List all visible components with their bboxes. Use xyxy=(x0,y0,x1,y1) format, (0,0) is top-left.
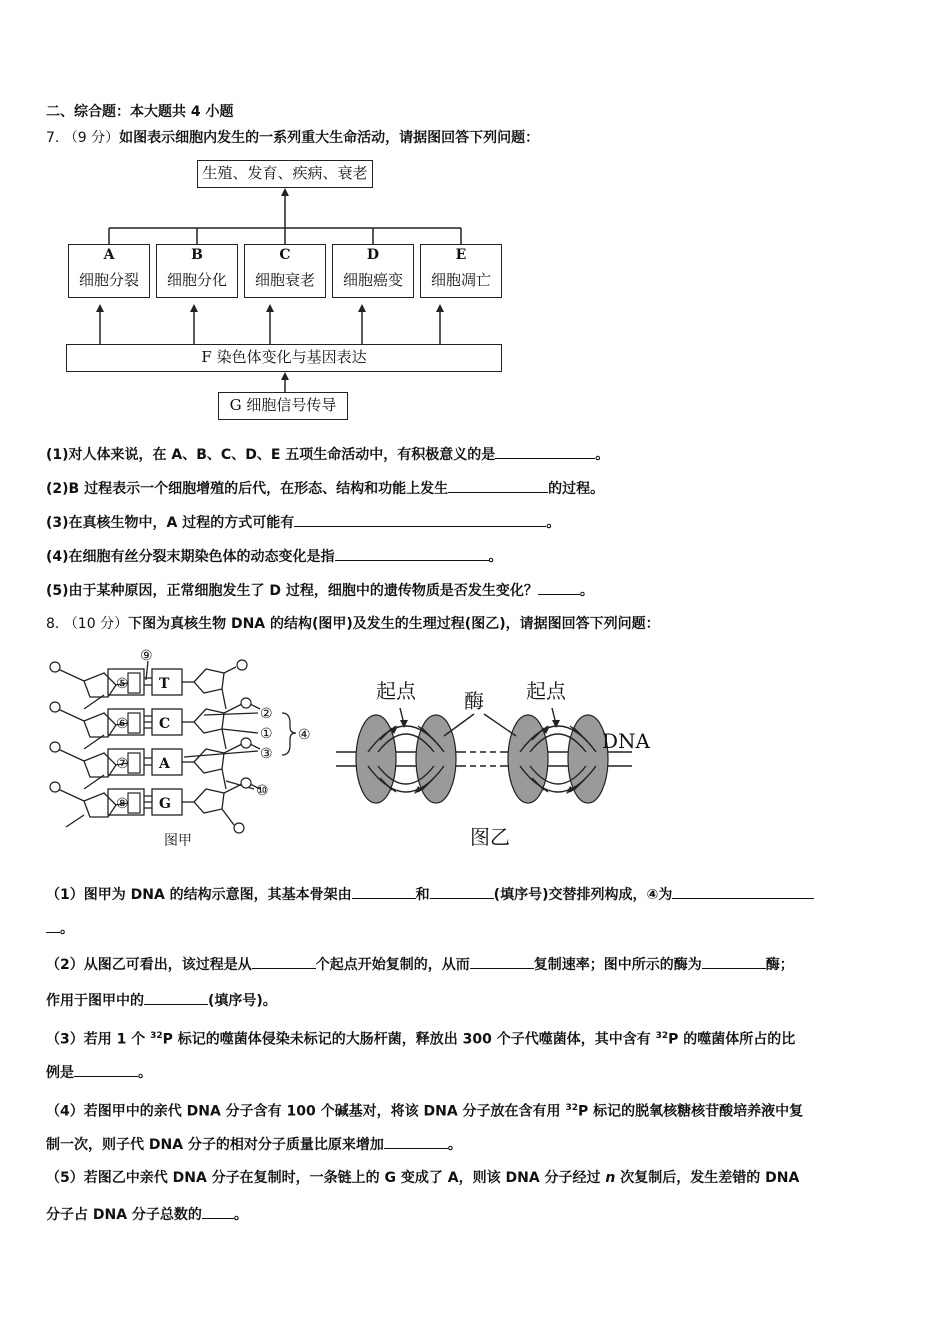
fig1-base-t: T xyxy=(159,676,170,692)
q7-number: 7. xyxy=(46,130,60,146)
q8-sub5-n: n xyxy=(605,1170,616,1186)
fig1-base-g: G xyxy=(159,796,171,812)
q7-box-e-name: 细胞凋亡 xyxy=(430,271,491,289)
q8-sub1-d: 。 xyxy=(60,921,74,937)
q8-sub2-line2 xyxy=(46,990,277,1011)
fig1-num-5: ⑤ xyxy=(116,676,129,692)
q8-sub5-line2 xyxy=(46,1204,248,1225)
q7-box-a xyxy=(68,244,150,298)
q8-sub5-d: 。 xyxy=(233,1207,248,1223)
q8-sub5-line1 xyxy=(46,1168,799,1188)
q8-sub2-blank2[interactable] xyxy=(470,954,534,969)
q8-sub3-blank[interactable] xyxy=(74,1062,138,1077)
q8-sub4-b: P 标记的脱氧核糖核苷酸培养液中复 xyxy=(577,1103,804,1120)
q8-sub3-line1 xyxy=(46,1026,795,1050)
q8-sub3-sup1: 32 xyxy=(150,1031,163,1041)
fig1-label-10: ⑩ xyxy=(256,783,269,799)
q8-sub4-sup: 32 xyxy=(565,1103,578,1113)
q8-sub2-a: （2）从图乙可看出，该过程是从 xyxy=(46,957,252,973)
q8-sub2-d: 酶； xyxy=(765,957,794,973)
q8-sub3-a: （3）若用 1 个 xyxy=(46,1031,151,1048)
q7-sub2-text: (2)B 过程表示一个细胞增殖的后代，在形态、结构和功能上发生 xyxy=(46,481,449,497)
q8-sub3-c: P 的噬菌体所占的比 xyxy=(668,1031,796,1048)
q8-sub1-c: (填序号)交替排列构成，④为 xyxy=(493,887,673,903)
q8-sub4-d: 。 xyxy=(447,1137,462,1153)
q8-sub1-line1 xyxy=(46,884,814,905)
q7-sub4-blank[interactable] xyxy=(335,546,489,561)
q8-sub2-blank3[interactable] xyxy=(702,954,766,969)
q8-sub3-sup2: 32 xyxy=(655,1031,669,1041)
q7-sub4 xyxy=(46,546,503,567)
q8-sub2-c: 复制速率；图中所示的酶为 xyxy=(533,957,702,973)
q7-score: （9 分） xyxy=(63,130,120,146)
q8-sub2-b: 个起点开始复制的，从而 xyxy=(315,957,470,973)
fig1-caption: 图甲 xyxy=(164,833,192,849)
q7-box-c xyxy=(244,244,326,298)
fig1-base-c: C xyxy=(159,716,171,732)
q7-sub1-blank[interactable] xyxy=(495,444,595,459)
q7-sub1-text: (1)对人体来说，在 A、B、C、D、E 五项生命活动中，有积极意义的是 xyxy=(46,447,496,463)
q8-sub4-line2 xyxy=(46,1134,462,1155)
q8-sub3-b: P 标记的噬菌体侵染未标记的大肠杆菌，释放出 300 个子代噬菌体，其中含有 xyxy=(162,1031,656,1048)
q8-sub5-c: 分子占 DNA 分子总数的 xyxy=(46,1207,202,1223)
q8-sub3-line2 xyxy=(46,1062,152,1083)
q8-sub4-a: （4）若图甲中的亲代 DNA 分子含有 100 个碱基对，将该 DNA 分子放在含有用 xyxy=(46,1103,566,1120)
q8-sub1-a: （1）图甲为 DNA 的结构示意图，其基本骨架由 xyxy=(46,887,352,903)
q8-sub1-blank2[interactable] xyxy=(430,884,494,899)
fig2-caption: 图乙 xyxy=(470,825,510,849)
q7-g-box: G 细胞信号传导 xyxy=(218,392,348,420)
fig2-origin-left: 起点 xyxy=(376,679,416,703)
q7-box-e-letter: E xyxy=(455,247,467,263)
q8-sub1-blank3-cont[interactable] xyxy=(46,918,60,933)
q7-sub3-text: (3)在真核生物中，A 过程的方式可能有 xyxy=(46,515,295,531)
q7-sub3-post: 。 xyxy=(546,515,561,531)
fig2-origin-right: 起点 xyxy=(526,679,566,703)
q7-box-b xyxy=(156,244,238,298)
fig2-dna: DNA xyxy=(602,729,650,753)
q7-f-box: F 染色体变化与基因表达 xyxy=(66,344,502,372)
q8-sub5-a: （5）若图乙中亲代 DNA 分子在复制时，一条链上的 G 变成了 A，则该 DNA 分子经过 xyxy=(46,1170,606,1186)
q8-stem xyxy=(46,614,660,634)
q7-box-c-name: 细胞衰老 xyxy=(254,271,315,289)
q8-sub2-e: 作用于图甲中的 xyxy=(46,993,144,1009)
q7-sub5-post: 。 xyxy=(579,583,594,599)
fig2-enzyme: 酶 xyxy=(464,689,484,713)
q8-sub2-blank4[interactable] xyxy=(144,990,208,1005)
q8-score: （10 分） xyxy=(63,616,129,632)
q8-stem-text: 下图为真核生物 DNA 的结构(图甲)及发生的生理过程(图乙)，请据图回答下列问题： xyxy=(128,616,660,632)
q7-box-c-letter: C xyxy=(279,247,291,263)
q7-sub5-text: (5)由于某种原因，正常细胞发生了 D 过程，细胞中的遗传物质是否发生变化？ xyxy=(46,583,538,599)
q8-number: 8. xyxy=(46,616,60,632)
q8-sub2-line1 xyxy=(46,954,794,975)
fig1-label-9: ⑨ xyxy=(140,648,153,664)
q8-sub4-blank[interactable] xyxy=(384,1134,448,1149)
q8-sub5-blank[interactable] xyxy=(202,1204,234,1219)
q7-sub4-text: (4)在细胞有丝分裂末期染色体的动态变化是指 xyxy=(46,549,335,565)
q8-sub1-blank3[interactable] xyxy=(672,884,814,899)
fig1-label-4: ④ xyxy=(298,727,311,743)
q7-sub3-blank[interactable] xyxy=(294,512,546,527)
q8-sub5-b: 次复制后，发生差错的 DNA xyxy=(615,1170,800,1186)
q8-sub1-b: 和 xyxy=(415,887,430,903)
fig1-label-2: ② xyxy=(260,706,273,722)
fig1-label-1: ① xyxy=(260,726,273,742)
q8-sub2-blank1[interactable] xyxy=(252,954,316,969)
q7-box-a-name: 细胞分裂 xyxy=(78,271,139,289)
fig1-num-8: ⑧ xyxy=(116,796,129,812)
q7-diagram xyxy=(60,158,510,423)
fig1-base-a: A xyxy=(159,756,170,772)
q7-stem xyxy=(46,128,539,148)
q8-sub1-blank1[interactable] xyxy=(352,884,416,899)
q7-box-e xyxy=(420,244,502,298)
q7-sub5-blank[interactable] xyxy=(538,580,580,595)
fig1-num-7: ⑦ xyxy=(116,756,129,772)
q7-sub2-blank[interactable] xyxy=(448,478,548,493)
q8-sub4-c: 制一次，则子代 DNA 分子的相对分子质量比原来增加 xyxy=(46,1137,384,1153)
q7-sub4-post: 。 xyxy=(488,549,503,565)
fig1-num-6: ⑥ xyxy=(116,716,129,732)
q7-box-d xyxy=(332,244,414,298)
q7-box-b-name: 细胞分化 xyxy=(166,271,227,289)
q8-sub1-line2 xyxy=(46,918,74,939)
section-title: 二、综合题：本大题共 4 小题 xyxy=(46,104,234,120)
dna-replication-figure xyxy=(332,670,672,855)
q7-box-d-name: 细胞癌变 xyxy=(342,271,403,289)
fig1-label-3: ③ xyxy=(260,746,273,762)
q7-box-d-letter: D xyxy=(366,247,380,263)
q7-sub1 xyxy=(46,444,609,465)
q7-sub3 xyxy=(46,512,560,533)
q7-sub5 xyxy=(46,580,594,601)
q8-sub2-f: (填序号)。 xyxy=(208,993,277,1009)
q8-sub4-line1 xyxy=(46,1098,803,1122)
q7-stem-text: 如图表示细胞内发生的一系列重大生命活动，请据图回答下列问题： xyxy=(119,130,540,146)
q7-box-a-letter: A xyxy=(103,247,115,263)
q7-top-box: 生殖、发育、疾病、衰老 xyxy=(197,160,373,188)
q7-box-b-letter: B xyxy=(191,247,203,263)
q7-sub2 xyxy=(46,478,604,499)
dna-structure-figure xyxy=(44,645,334,855)
q7-sub1-post: 。 xyxy=(595,447,610,463)
q8-sub3-d: 例是 xyxy=(46,1065,74,1081)
q8-sub3-e: 。 xyxy=(138,1065,152,1081)
q7-sub2-post: 的过程。 xyxy=(548,481,605,497)
